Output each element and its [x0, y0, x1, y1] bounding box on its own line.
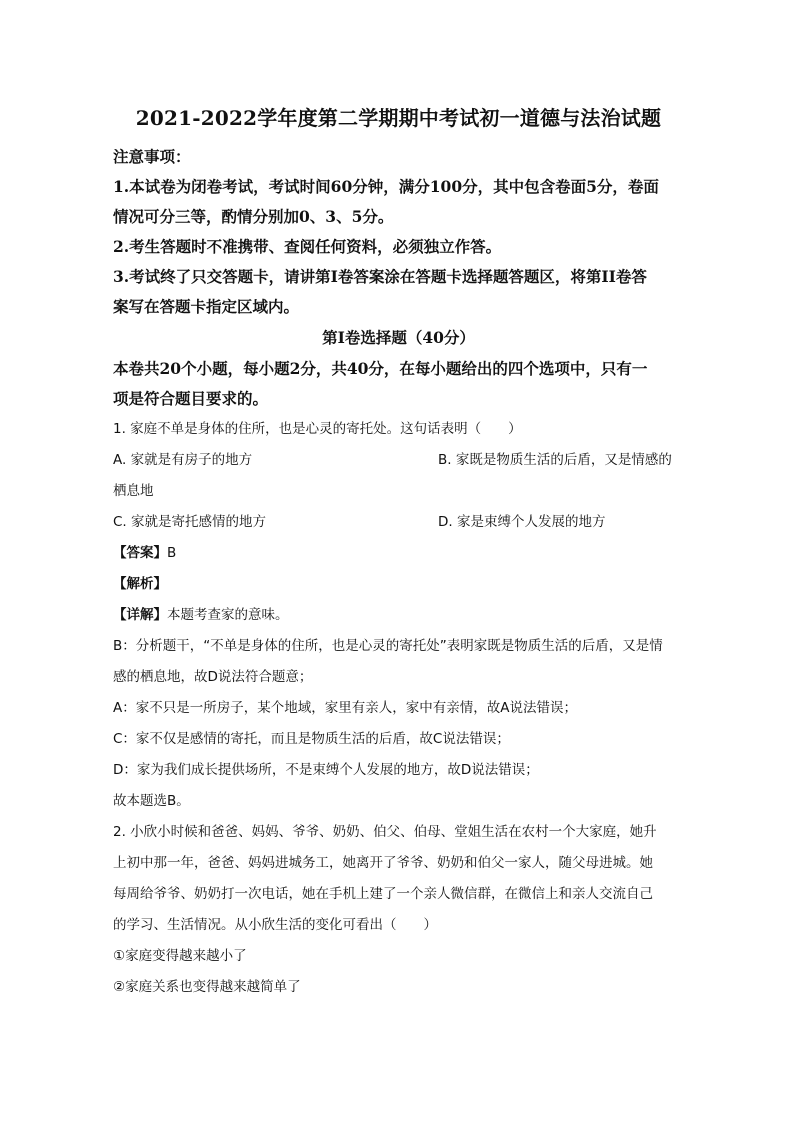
answer-value: B [167, 545, 177, 561]
detail-tag: 【详解】 [113, 607, 167, 623]
q1-option-c: C. 家就是寄托感情的地方 [113, 514, 267, 530]
q1-options-row-1 [113, 445, 684, 476]
q1-option-b-continued: 栖息地 [113, 483, 154, 499]
notice-2: 2.考生答题时不准携带、查阅任何资料，必须独立作答。 [113, 237, 502, 256]
q2-stem-line-2: 上初中那一年，爸爸、妈妈进城务工，她离开了爷爷、奶奶和伯父一家人，随父母进城。她 [113, 855, 653, 871]
q1-conclusion: 故本题选B。 [113, 793, 190, 809]
exam-title: 2021-2022学年度第二学期期中考试初一道德与法治试题 [135, 106, 662, 130]
q1-option-a: A. 家就是有房子的地方 [113, 452, 253, 468]
q1-explain-c: C：家不仅是感情的寄托，而且是物质生活的后盾，故C说法错误； [113, 731, 510, 747]
section-desc-line-1: 本卷共20个小题，每小题2分，共40分，在每小题给出的四个选项中，只有一 [113, 359, 648, 378]
notice-3-line-1: 3.考试终了只交答题卡，请讲第I卷答案涂在答题卡选择题答题区，将第II卷答 [113, 267, 647, 286]
q2-item-2: ②家庭关系也变得越来越简单了 [113, 979, 301, 995]
q2-stem-line-4: 的学习、生活情况。从小欣生活的变化可看出（ ） [113, 917, 437, 933]
notice-3-line-2: 案写在答题卡指定区域内。 [113, 297, 300, 316]
analysis-tag: 【解析】 [113, 576, 167, 592]
q1-explain-a: A：家不只是一所房子，某个地域，家里有亲人，家中有亲情，故A说法错误； [113, 700, 577, 716]
answer-tag: 【答案】 [113, 545, 167, 561]
q1-option-b: B. 家既是物质生活的后盾，又是情感的 [438, 452, 672, 468]
q1-analysis [113, 569, 684, 600]
q1-answer [113, 538, 684, 569]
section-desc-line-2: 项是符合题目要求的。 [113, 389, 269, 408]
section-title: 第I卷选择题（40分） [322, 328, 475, 347]
q1-option-d: D. 家是束缚个人发展的地方 [438, 514, 606, 530]
q1-explain-b-line-1: B：分析题干，“不单是身体的住所，也是心灵的寄托处”表明家既是物质生活的后盾，又是情 [113, 638, 663, 654]
q1-stem: 1. 家庭不单是身体的住所，也是心灵的寄托处。这句话表明（ ） [113, 421, 522, 437]
q1-options-row-2 [113, 507, 684, 538]
notice-heading: 注意事项： [113, 147, 191, 166]
notice-1-line-1: 1.本试卷为闭卷考试，考试时间60分钟，满分100分，其中包含卷面5分，卷面 [113, 177, 659, 196]
q1-explain-d: D：家为我们成长提供场所，不是束缚个人发展的地方，故D说法错误； [113, 762, 539, 778]
detail-text: 本题考查家的意味。 [167, 607, 289, 623]
q2-stem-line-1: 2. 小欣小时候和爸爸、妈妈、爷爷、奶奶、伯父、伯母、堂姐生活在农村一个大家庭，她升 [113, 824, 657, 840]
q1-explain-b-line-2: 感的栖息地，故D说法符合题意； [113, 669, 313, 685]
q2-stem-line-3: 每周给爷爷、奶奶打一次电话，她在手机上建了一个亲人微信群，在微信上和亲人交流自己 [113, 886, 653, 902]
notice-1-line-2: 情况可分三等，酌情分别加0、3、5分。 [113, 207, 394, 226]
q2-item-1: ①家庭变得越来越小了 [113, 948, 247, 964]
q1-detail [113, 600, 684, 631]
